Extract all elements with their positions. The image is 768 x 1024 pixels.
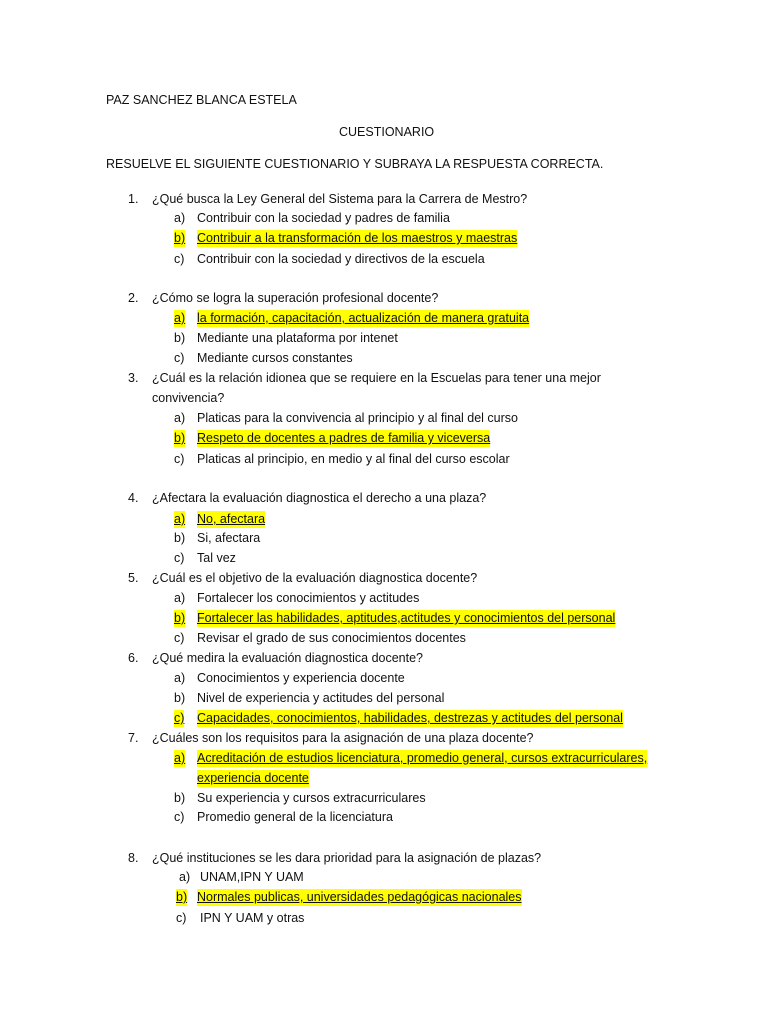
option-text: Revisar el grado de sus conocimientos docentes	[197, 631, 466, 645]
option-letter: b)	[174, 791, 186, 805]
option-text: Mediante una plataforma por intenet	[197, 331, 398, 345]
option-text: UNAM,IPN Y UAM	[200, 870, 304, 884]
option-text-correct: Capacidades, conocimientos, habilidades, destrezas y actitudes del personal	[197, 711, 623, 725]
option-text-correct-continued: experiencia docente	[197, 771, 309, 785]
option-text: Platicas al principio, en medio y al final del curso escolar	[197, 452, 510, 466]
option-letter: b)	[174, 691, 186, 705]
question-text-continued: convivencia?	[152, 391, 225, 405]
question-text: ¿Cuál es la relación idionea que se requiere en la Escuelas para tener una mejor	[152, 371, 601, 385]
question-number: 2.	[128, 291, 139, 305]
question-number: 8.	[128, 851, 139, 865]
option-text-correct: Contribuir a la transformación de los maestros y maestras	[197, 231, 518, 245]
option-letter: c)	[174, 452, 185, 466]
instructions: RESUELVE EL SIGUIENTE CUESTIONARIO Y SUBRAYA LA RESPUESTA CORRECTA.	[106, 157, 604, 171]
option-letter-correct: a)	[174, 751, 186, 765]
option-text-correct: la formación, capacitación, actualización de manera gratuita	[197, 311, 530, 325]
option-letter-correct: b)	[174, 431, 186, 445]
question-text: ¿Afectara la evaluación diagnostica el derecho a una plaza?	[152, 491, 487, 505]
question-text: ¿Qué busca la Ley General del Sistema para la Carrera de Mestro?	[152, 192, 528, 206]
option-text: Su experiencia y cursos extracurriculares	[197, 791, 426, 805]
question-text: ¿Cuál es el objetivo de la evaluación diagnostica docente?	[152, 571, 478, 585]
option-letter: c)	[174, 252, 185, 266]
option-text-correct: Acreditación de estudios licenciatura, promedio general, cursos extracurriculares,	[197, 751, 648, 765]
option-text: Si, afectara	[197, 531, 261, 545]
question-number: 6.	[128, 651, 139, 665]
option-letter: a)	[174, 591, 186, 605]
option-text-correct: Fortalecer las habilidades, aptitudes,actitudes y conocimientos del personal	[197, 611, 616, 625]
option-text-correct: Respeto de docentes a padres de familia y viceversa	[197, 431, 491, 445]
author-name: PAZ SANCHEZ BLANCA ESTELA	[106, 93, 297, 107]
option-letter-correct: c)	[174, 711, 185, 725]
option-text: Contribuir con la sociedad y padres de familia	[197, 211, 450, 225]
option-letter: c)	[174, 351, 185, 365]
option-text: Conocimientos y experiencia docente	[197, 671, 405, 685]
question-number: 5.	[128, 571, 139, 585]
question-number: 3.	[128, 371, 139, 385]
option-letter-correct: b)	[176, 890, 188, 904]
option-letter: b)	[174, 331, 186, 345]
option-letter: c)	[174, 551, 185, 565]
option-letter: c)	[174, 631, 185, 645]
option-letter-correct: b)	[174, 231, 186, 245]
option-letter: a)	[174, 211, 186, 225]
question-number: 4.	[128, 491, 139, 505]
option-text: Platicas para la convivencia al principio y al final del curso	[197, 411, 518, 425]
option-text-correct: No, afectara	[197, 512, 266, 526]
option-letter: a)	[174, 411, 186, 425]
option-letter-correct: a)	[174, 512, 186, 526]
option-text: IPN Y UAM y otras	[200, 911, 305, 925]
option-text: Contribuir con la sociedad y directivos de la escuela	[197, 252, 485, 266]
question-number: 7.	[128, 731, 139, 745]
option-text: Promedio general de la licenciatura	[197, 810, 393, 824]
question-text: ¿Cómo se logra la superación profesional docente?	[152, 291, 439, 305]
option-letter: c)	[174, 810, 185, 824]
option-text: Nivel de experiencia y actitudes del personal	[197, 691, 445, 705]
option-text: Fortalecer los conocimientos y actitudes	[197, 591, 420, 605]
option-letter: b)	[174, 531, 186, 545]
question-text: ¿Qué instituciones se les dara prioridad para la asignación de plazas?	[152, 851, 542, 865]
option-letter-correct: b)	[174, 611, 186, 625]
question-number: 1.	[128, 192, 139, 206]
document-title: CUESTIONARIO	[339, 125, 435, 139]
option-text: Tal vez	[197, 551, 236, 565]
option-letter-correct: a)	[174, 311, 186, 325]
option-text: Mediante cursos constantes	[197, 351, 353, 365]
option-text-correct: Normales publicas, universidades pedagógicas nacionales	[197, 890, 522, 904]
question-text: ¿Cuáles son los requisitos para la asignación de una plaza docente?	[152, 731, 534, 745]
option-letter: a)	[179, 870, 191, 884]
option-letter: a)	[174, 671, 186, 685]
question-text: ¿Qué medira la evaluación diagnostica docente?	[152, 651, 424, 665]
option-letter: c)	[176, 911, 187, 925]
